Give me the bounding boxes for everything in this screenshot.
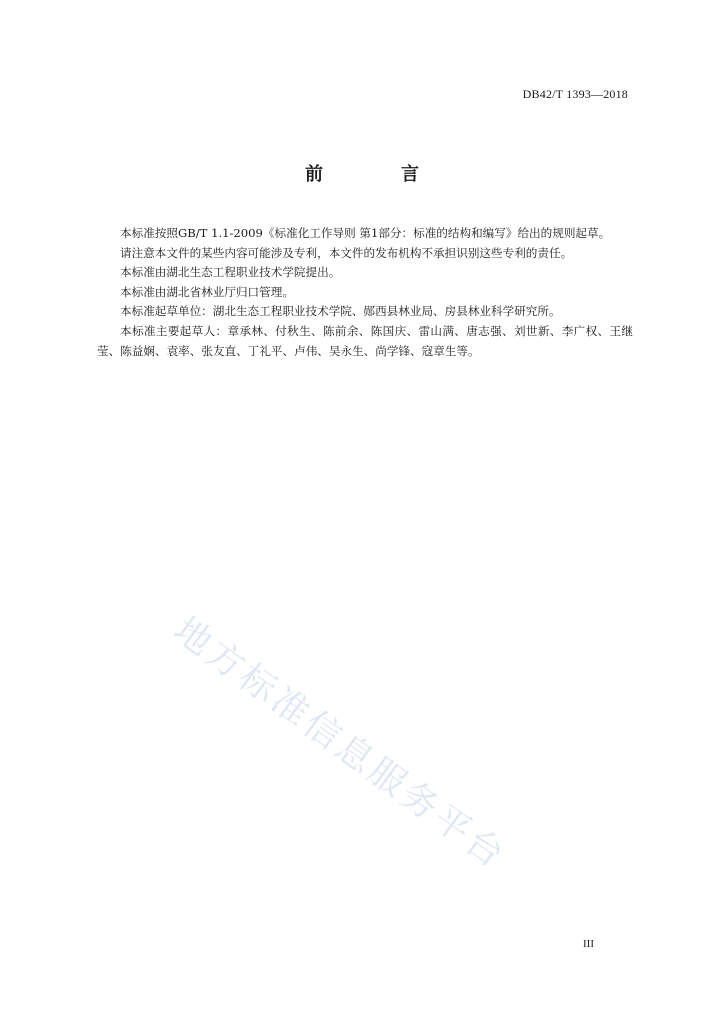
paragraph-drafting-units: 本标准起草单位：湖北生态工程职业技术学院、郧西县林业局、房县林业科学研究所。 — [120, 304, 561, 319]
paragraph-administrator: 本标准由湖北省林业厅归口管理。 — [120, 284, 294, 299]
foreword-body — [97, 224, 633, 361]
page-title: 前 言 — [305, 164, 449, 185]
document-code: DB42/T 1393—2018 — [522, 87, 628, 101]
paragraph-drafting-rules: 本标准按照GB/T 1.1-2009《标准化工作导则 第1部分：标准的结构和编写》给出的规则起草。 — [120, 226, 611, 240]
paragraph-drafters: 本标准主要起草人：章承林、付秋生、陈前余、陈国庆、雷山满、唐志强、刘世新、李广权、王继莹、陈益娴、袁率、张友直、丁礼平、卢伟、吴永生、尚学锋、寇章生等。 — [97, 323, 633, 358]
page-number: III — [583, 938, 594, 950]
paragraph-patent-notice: 请注意本文件的某些内容可能涉及专利，本文件的发布机构不承担识别这些专利的责任。 — [120, 245, 573, 260]
watermark: 地方标准信息服务平台 — [166, 609, 514, 878]
paragraph-proposer: 本标准由湖北生态工程职业技术学院提出。 — [120, 265, 341, 280]
